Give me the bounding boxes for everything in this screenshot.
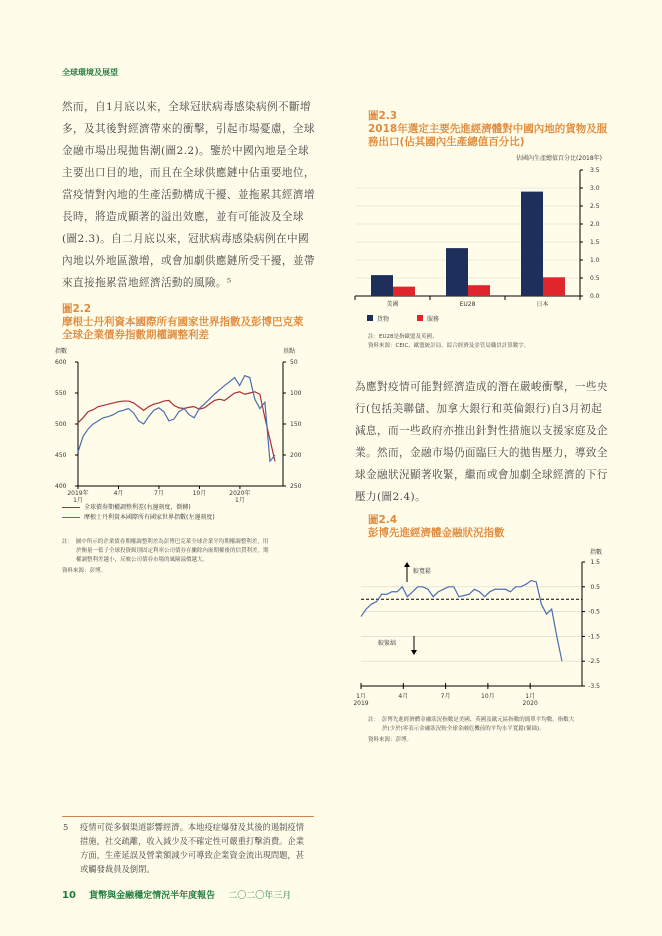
x-tick-label: 1月 [525,693,536,700]
paragraph-1 [62,96,332,294]
x-tick-label: 1月 [356,693,366,700]
y-axis-label: 指數 [589,549,602,556]
y-tick-right: 250 [290,483,302,490]
y-tick-label: -0.5 [588,608,600,616]
y-tick-label: 0.5 [590,583,600,591]
x-tick-label: 7月 [154,490,164,497]
page-footer [62,888,291,901]
footnote-text [80,820,320,876]
x-tick-label: EU28 [459,301,476,308]
legend-label: 貨物 [377,316,390,323]
figure-2-3-chart [340,150,610,325]
text-line: 疫情可從多個渠道影響經濟。本地疫症爆發及其後的遏制疫情 [80,822,305,832]
figure-2-2-legend [62,503,215,523]
bar-services [393,287,415,296]
y-tick-left: 600 [55,359,67,366]
legend-swatch [417,315,423,321]
y-tick-label: 3.0 [590,185,600,192]
legend-label: 摩根士丹利資本國際所有國家世界指數(左邊刻度) [84,514,215,521]
figure-label: 圖2.3 [368,110,398,122]
x-tick-label: 1月 [73,497,83,504]
annotation-looser: 較寬鬆 [413,568,432,575]
y-tick-label: 0.0 [590,293,600,300]
figure-2-4-notes [368,716,608,745]
legend-item [62,513,215,523]
text-line: 減息，而一些政府亦推出針對性措施以支援家庭及企 [355,425,608,437]
figure-title-line: 務出口(佔其國內生產總值百分比) [368,136,525,148]
text-line: 為應對疫情可能對經濟造成的潛在嚴峻衝擊，一些央 [355,381,608,393]
figure-label: 圖2.2 [62,303,92,315]
paragraph-2 [355,376,615,508]
bar-goods [521,192,543,296]
text-line: 長時，將造成顯著的溢出效應，並有可能波及全球 [62,211,304,223]
legend-label: 服務 [427,316,440,323]
text-line: 方面，生產延誤及營業額減少可導致企業資金流出現問題，甚 [80,850,305,860]
figure-label: 圖2.4 [368,514,398,526]
text-line: 多，及其後對經濟帶來的衝擊，引起市場憂慮，全球 [62,123,315,135]
bar-goods [371,275,393,296]
y-axis-label: 佔國內生產總值百分比(2018年) [516,155,602,162]
text-line: 業。然而，金融市場仍面臨巨大的拋售壓力，導致全 [355,447,608,459]
legend-item [62,503,215,513]
page-number: 10 [62,890,76,901]
section-header: 全球環境及展望 [62,68,118,77]
x-tick-label: 1月 [235,497,245,504]
footnote-divider [62,816,314,817]
text-line: 或觸發裁員及倒閉。 [80,864,155,874]
x-tick-label: 2019 [353,700,369,707]
annotation-tighter: 較緊絀 [378,640,397,647]
text-line: 來直接拖累當地經濟活動的風險。⁵ [62,277,232,289]
y-tick-label: -1.5 [588,633,600,641]
figure-title-line: 彭博先進經濟體金融狀況指數 [368,527,505,539]
y-tick-label: 1.5 [590,559,600,566]
y-tick-label: 2.5 [590,203,600,210]
y-tick-left: 500 [55,421,67,428]
down-arrow-head-icon [411,650,417,655]
y-tick-label: 3.5 [590,167,600,174]
bar-services [468,285,490,296]
y-axis-right-label: 基點 [283,348,296,355]
text-line: 然而，自1月底以來，全球冠狀病毒感染病例不斷增 [62,101,312,113]
x-tick-label: 10月 [192,490,207,497]
text-line: 壓力(圖2.4)。 [355,491,427,503]
legend-swatch-spread [62,507,80,509]
note-line: 註： 圖中所示的企業債券期權調整利差為彭博巴克萊全球企業平均期權調整利差，用 [62,539,269,545]
source-line: 資料來源：CEIC、歐盟統計局、綜合經濟及金管局職員計算數字。 [368,343,530,349]
note-line: 於(少於)零表示金融狀況較全球金融危機前的平均水平寬鬆(緊絀)。 [382,726,545,732]
y-tick-right: 200 [290,452,302,459]
text-line: 內地以外地區激增，或會加劇供應鏈所受干擾，並帶 [62,255,315,267]
y-tick-left: 550 [55,390,67,397]
x-tick-label: 7月 [440,693,451,700]
figure-title-line: 全球企業債券指數期權調整利差 [62,329,209,341]
bar-services [543,277,565,296]
figure-2-2-chart [55,345,320,504]
footnote-number: 5 [63,822,69,832]
text-line: 行(包括美聯儲、加拿大銀行和英倫銀行)自3月初起 [355,403,603,415]
report-title: 貨幣與金融穩定情況半年度報告 [89,891,216,901]
y-tick-label: 2.0 [590,221,600,228]
figure-2-3-notes [368,333,529,351]
y-tick-right: 100 [290,390,302,397]
y-tick-right: 50 [290,359,298,366]
x-tick-label: 10月 [481,693,495,700]
text-line: 金融市場出現拋售潮(圖2.2)。鑒於中國內地是全球 [62,145,309,157]
legend-label: 全球債券期權調整利差(右邊刻度，倒轉) [84,504,191,511]
figure-2-2-title [62,303,304,342]
y-tick-left: 400 [55,483,67,490]
y-tick-label: 1.5 [590,239,600,246]
x-tick-label: 2019年 [67,490,89,497]
x-tick-label: 2020年 [229,490,251,497]
figure-2-4-title [368,514,505,540]
text-line: 當疫情對內地的生產活動構成干擾、並拖累其經濟增 [62,189,315,201]
figure-2-3-title [368,110,607,149]
text-line: 主要出口目的地，而且在全球供應鏈中佔重要地位， [62,167,315,179]
y-tick-label: -3.5 [588,683,600,690]
y-tick-label: 0.5 [590,275,600,282]
spread-line [78,392,275,461]
y-axis-left-label: 指數 [55,348,68,355]
text-line: 措施，社交疏離，收入減少及不確定性可嚴重打擊消費。企業 [80,836,305,846]
up-arrow-head-icon [404,562,410,567]
text-line: 球金融狀況顯著收緊，繼而或會加劇全球經濟的下行 [355,469,608,481]
note-line: 於衡量一籃子全球投資級別固定利率公司債券在撇除內嵌期權後的信貸利差。期 [76,548,269,554]
bar-goods [446,248,468,296]
figure-title-line: 摩根士丹利資本國際所有國家世界指數及彭博巴克萊 [62,316,304,328]
legend-swatch [367,315,373,321]
note-line: 註： 彭博先進經濟體金融狀況指數是美國、英國及歐元區指數的簡單平均數。指數大 [368,717,575,723]
figure-2-2-notes [62,538,324,576]
fci-line [361,581,562,662]
x-tick-label: 4月 [398,693,409,700]
x-tick-label: 4月 [113,490,124,497]
x-tick-label: 日本 [536,301,549,308]
index-line [78,376,275,462]
figure-title-line: 2018年選定主要先進經濟體對中國內地的貨物及服 [368,123,608,135]
y-tick-right: 150 [290,421,302,428]
y-tick-label: 1.0 [590,257,600,264]
note-line: 註：EU28是指歐盟及英國。 [368,334,438,340]
source-line: 資料來源：彭博。 [368,737,413,743]
source-line: 資料來源：彭博。 [62,568,107,574]
note-line: 權調整利差越小，反映公司債券市場的風險溢價越大。 [76,557,209,563]
figure-2-4-chart [340,540,610,715]
text-line: (圖2.3)。自二月底以來，冠狀病毒感染病例在中國 [62,233,309,245]
report-date: 二〇二〇年三月 [228,891,292,901]
y-tick-label: -2.5 [588,658,600,666]
x-tick-label: 2020 [522,700,538,707]
x-tick-label: 美國 [386,301,399,308]
legend-swatch-index [62,517,80,519]
y-tick-left: 450 [55,452,67,459]
